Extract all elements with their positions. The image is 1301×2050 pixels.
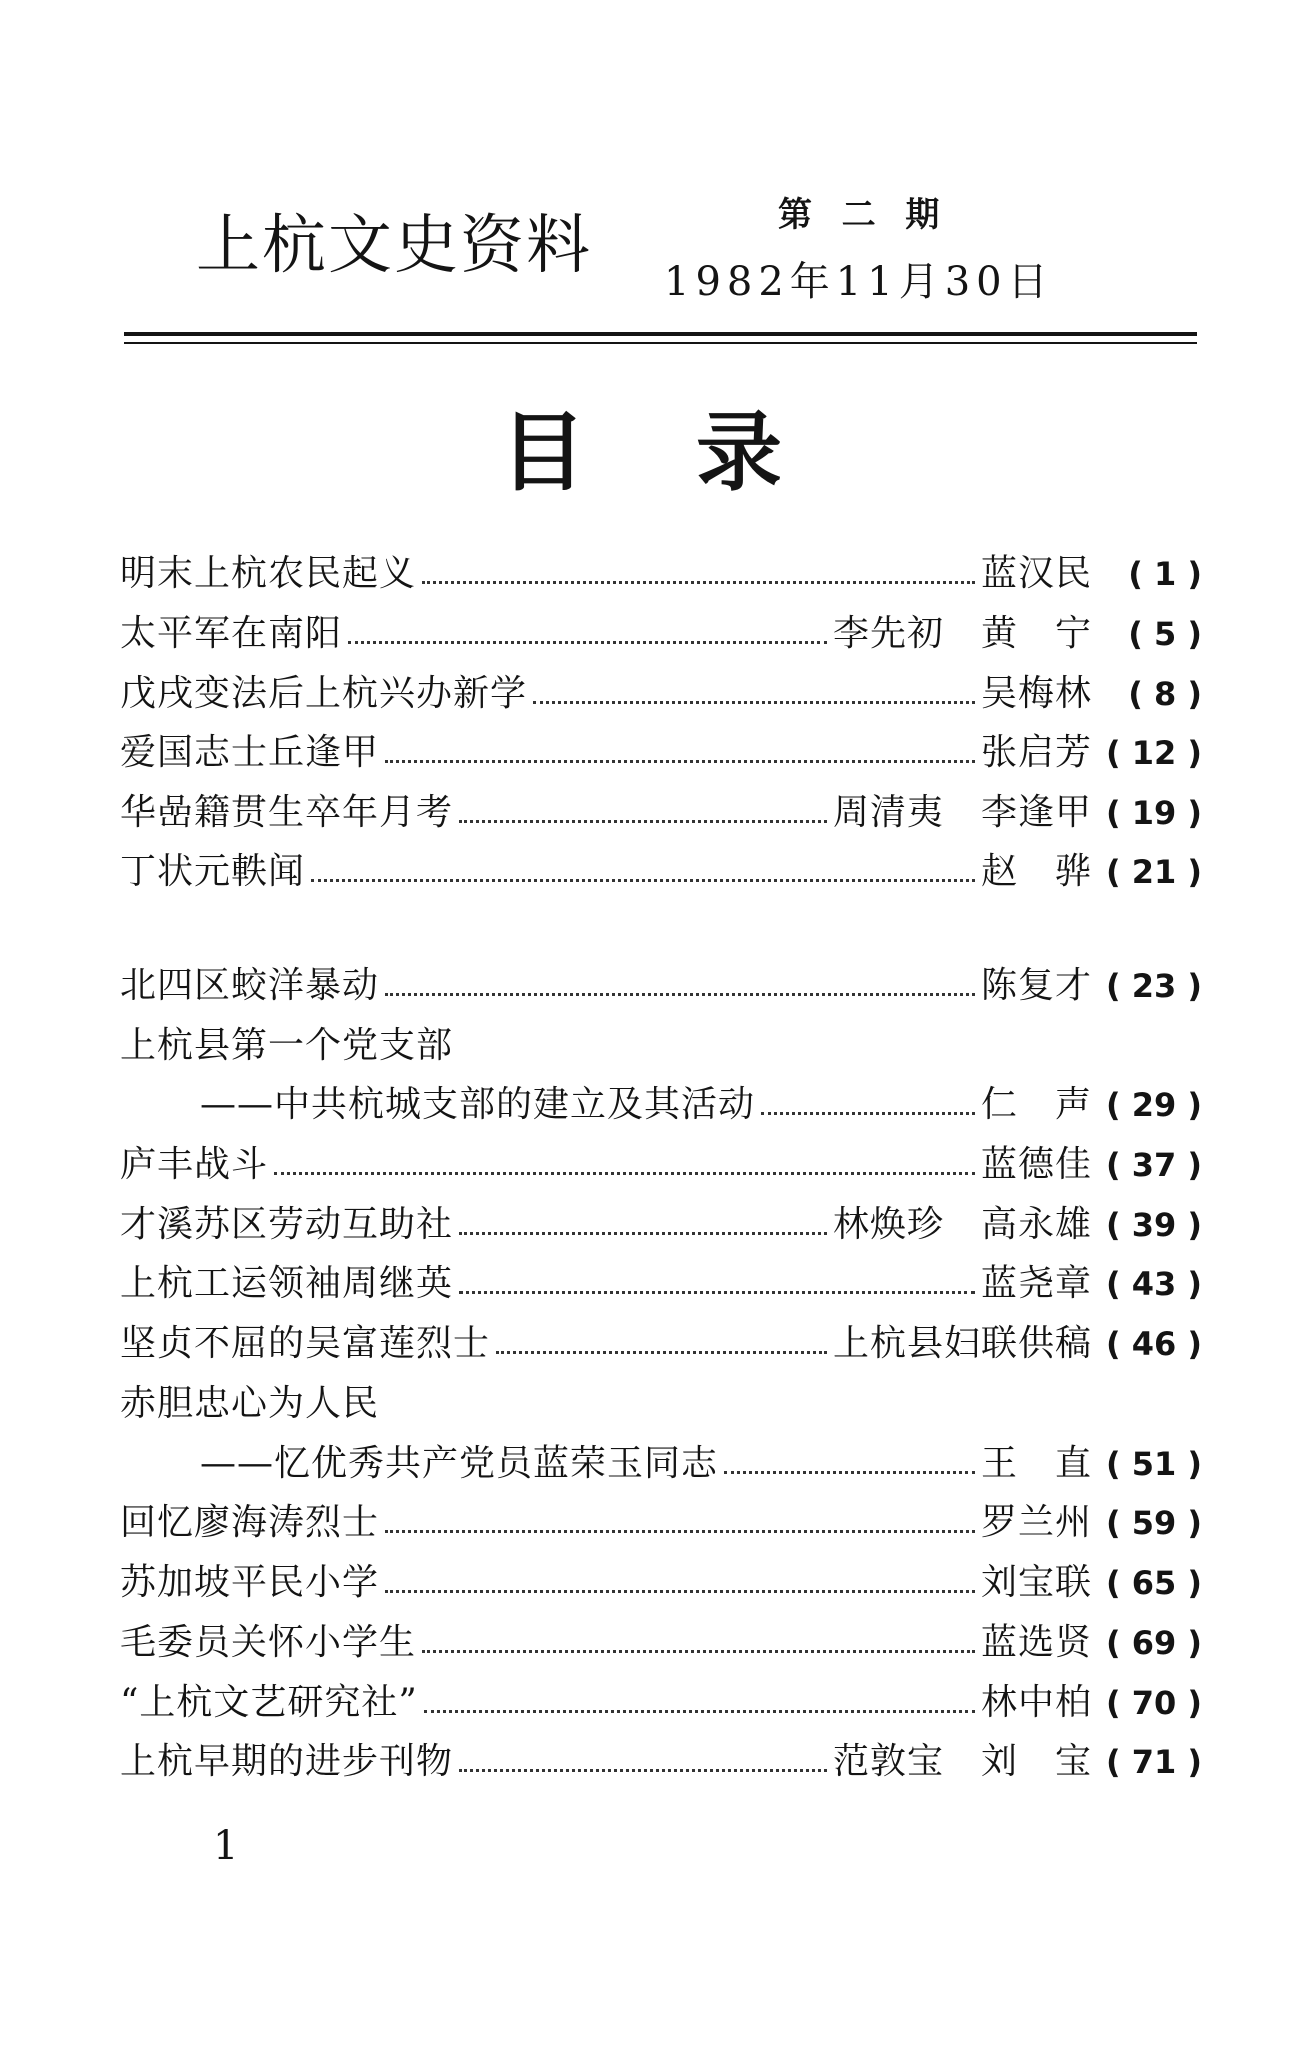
- toc-entry-title: “上杭文艺研究社”: [120, 1682, 418, 1723]
- toc-entry-page: ( 51 ): [1105, 1445, 1202, 1483]
- toc-entry-page: ( 69 ): [1105, 1624, 1202, 1662]
- toc-entry-title: 上杭工运领袖周继英: [120, 1263, 454, 1304]
- toc-entry-page: ( 71 ): [1105, 1743, 1202, 1781]
- toc-entry-author: 王 直: [980, 1443, 1092, 1484]
- toc-entry-author: 罗兰州: [980, 1502, 1092, 1543]
- toc-entry-author: 张启芳: [980, 732, 1092, 773]
- toc-entry: [120, 1258, 1202, 1310]
- toc-entry-subtitle: [200, 1079, 1202, 1131]
- toc-entry-page: ( 39 ): [1105, 1206, 1202, 1244]
- dot-leader: [274, 1172, 975, 1175]
- toc-entry: [120, 1557, 1202, 1609]
- toc-entry-page: ( 46 ): [1105, 1325, 1202, 1363]
- toc-entry-author: 蓝尧章: [980, 1263, 1092, 1304]
- toc-entry-author: 蓝汉民: [980, 553, 1092, 594]
- toc-entry: [120, 1497, 1202, 1549]
- toc-entry-page: ( 23 ): [1105, 967, 1202, 1005]
- toc-entry-title: 坚贞不屈的吴富莲烈士: [120, 1323, 491, 1364]
- toc-entry: [120, 960, 1202, 1012]
- toc-entry-page: ( 70 ): [1105, 1684, 1202, 1722]
- toc-entry: [120, 1617, 1202, 1669]
- toc-entry-author: 李先初 黄 宁: [832, 613, 1092, 654]
- toc-entry-author: 刘宝联: [980, 1562, 1092, 1603]
- toc-entry-title: 爱国志士丘逢甲: [120, 732, 380, 773]
- toc-entry-title: ——忆优秀共产党员蓝荣玉同志: [200, 1443, 719, 1484]
- dot-leader: [761, 1112, 975, 1115]
- toc-section-title: [120, 1378, 1202, 1430]
- toc-entry-title: 上杭早期的进步刊物: [120, 1741, 454, 1782]
- toc-entry-title: 苏加坡平民小学: [120, 1562, 380, 1603]
- toc-entry-title: 丁状元軼闻: [120, 851, 306, 892]
- toc-entry: [120, 608, 1202, 660]
- dot-leader: [496, 1351, 827, 1354]
- toc-entry-author: 赵 骅: [980, 851, 1092, 892]
- header-rule-thick: [124, 332, 1197, 336]
- toc-entry-title: 戊戌变法后上杭兴办新学: [120, 673, 528, 714]
- toc-entry-page: ( 29 ): [1105, 1086, 1202, 1124]
- toc-entry-author: 陈复才: [980, 965, 1092, 1006]
- dot-leader: [385, 1590, 975, 1593]
- toc-entry-title: 北四区蛟洋暴动: [120, 965, 380, 1006]
- dot-leader: [459, 1291, 975, 1294]
- toc-entry-title: 明末上杭农民起义: [120, 553, 417, 594]
- contents-heading: 目录: [500, 402, 892, 503]
- dot-leader: [422, 1650, 975, 1653]
- toc-entry-page: ( 43 ): [1105, 1265, 1202, 1303]
- toc-entry-author: 范敦宝 刘 宝: [832, 1741, 1092, 1782]
- toc-entry-page: ( 65 ): [1105, 1564, 1202, 1602]
- toc-entry: [120, 1139, 1202, 1191]
- dot-leader: [385, 760, 975, 763]
- toc-entry-title: 毛委员关怀小学生: [120, 1622, 417, 1663]
- toc-entry-title: 华嵒籍贯生卒年月考: [120, 792, 454, 833]
- toc-entry: [120, 1677, 1202, 1729]
- header-rule-thin: [124, 342, 1197, 344]
- toc-entry-author: 吴梅林: [980, 673, 1092, 714]
- toc-entry-title: 太平军在南阳: [120, 613, 343, 654]
- dot-leader: [422, 581, 975, 584]
- dot-leader: [311, 879, 975, 882]
- toc-entry-title: 赤胆忠心为人民: [120, 1383, 380, 1424]
- toc-entry-author: 上杭县妇联供稿: [832, 1323, 1092, 1364]
- toc-entry: [120, 1736, 1202, 1788]
- toc-entry-page: ( 59 ): [1105, 1504, 1202, 1542]
- toc-entry-page: ( 8 ): [1128, 675, 1202, 713]
- toc-entry: [120, 727, 1202, 779]
- dot-leader: [724, 1471, 975, 1474]
- toc-entry-subtitle: [200, 1438, 1202, 1490]
- toc-entry-author: 蓝选贤: [980, 1622, 1092, 1663]
- toc-section-title: [120, 1020, 1202, 1072]
- dot-leader: [459, 1232, 827, 1235]
- toc-entry-title: 回忆廖海涛烈士: [120, 1502, 380, 1543]
- toc-entry-page: ( 12 ): [1105, 734, 1202, 772]
- toc-entry-page: ( 19 ): [1105, 794, 1202, 832]
- toc-entry-title: ——中共杭城支部的建立及其活动: [200, 1084, 756, 1125]
- toc-entry-author: 仁 声: [980, 1084, 1092, 1125]
- toc-entry-title: 上杭县第一个党支部: [120, 1025, 454, 1066]
- toc-entry-author: 周清夷 李逢甲: [832, 792, 1092, 833]
- toc-entry-author: 林焕珍 高永雄: [832, 1204, 1092, 1245]
- journal-title: 上杭文史资料: [196, 209, 592, 283]
- dot-leader: [424, 1710, 975, 1713]
- toc-entry: [120, 846, 1202, 898]
- dot-leader: [348, 641, 827, 644]
- toc-entry-page: ( 5 ): [1128, 615, 1202, 653]
- toc-entry: [120, 1199, 1202, 1251]
- toc-entry: [120, 787, 1202, 839]
- page-number: 1: [213, 1823, 239, 1869]
- toc-entry: [120, 1318, 1202, 1370]
- issue-date: 1982年11月30日: [664, 259, 1054, 305]
- toc-entry-page: ( 37 ): [1105, 1146, 1202, 1184]
- issue-number: 第 二 期: [778, 195, 942, 235]
- dot-leader: [385, 993, 975, 996]
- dot-leader: [533, 701, 975, 704]
- toc-entry-author: 林中柏: [980, 1682, 1092, 1723]
- toc-entry-page: ( 21 ): [1105, 853, 1202, 891]
- dot-leader: [385, 1530, 975, 1533]
- dot-leader: [459, 820, 827, 823]
- toc-entry-author: 蓝德佳: [980, 1144, 1092, 1185]
- toc-entry-title: 庐丰战斗: [120, 1144, 269, 1185]
- dot-leader: [459, 1769, 827, 1772]
- toc-entry: [120, 668, 1202, 720]
- toc-entry-title: 才溪苏区劳动互助社: [120, 1204, 454, 1245]
- toc-entry: [120, 548, 1202, 600]
- toc-entry-page: ( 1 ): [1128, 555, 1202, 593]
